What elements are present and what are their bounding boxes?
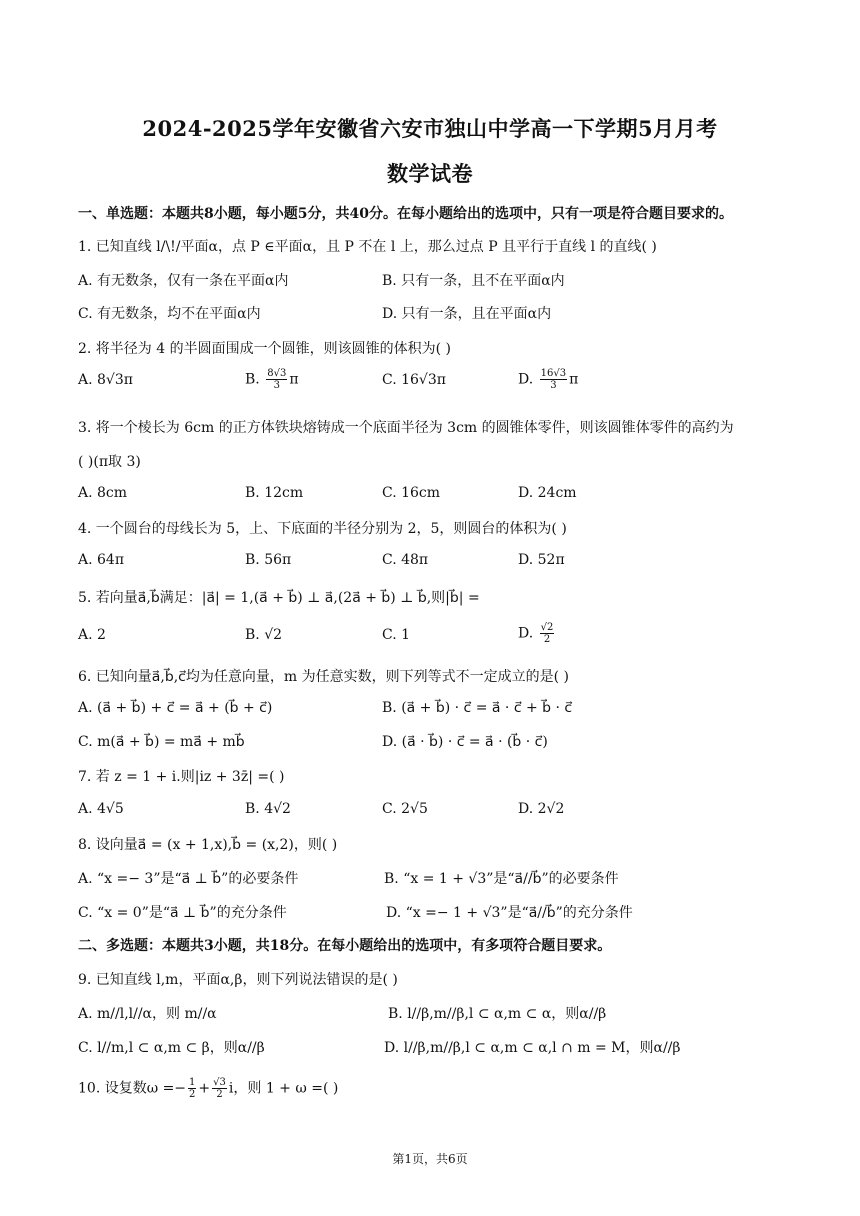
question-2-option-a: A. 8√3π <box>78 372 133 388</box>
option-b-label: B. <box>245 371 265 388</box>
question-3-stem-line-2: ( )(π取 3) <box>78 454 141 470</box>
page-subtitle: 数学试卷 <box>387 161 473 186</box>
question-7-option-b: B. 4√2 <box>245 801 291 817</box>
question-2-stem: 2. 将半径为 4 的半圆面围成一个圆锥，则该圆锥的体积为( ) <box>78 341 451 357</box>
question-6-option-d: D. (a⃗ · b⃗) · c⃗ = a⃗ · (b⃗ · c⃗) <box>382 734 548 750</box>
option-d-label: D. <box>518 371 538 388</box>
question-10-stem: 10. 设复数ω =− $\frac{1}{2}$ + $\frac{√3}{2}$ i，则 1 + ω =( ) <box>78 1077 339 1100</box>
question-1-option-a: A. 有无数条，仅有一条在平面α内 <box>78 273 289 289</box>
fraction: $\frac{√3}{2}$ <box>213 1077 226 1100</box>
page-footer: 第1页，共6页 <box>392 1152 468 1166</box>
question-9-stem: 9. 已知直线 l,m，平面α,β，则下列说法错误的是( ) <box>78 972 398 988</box>
fraction: $\frac{16√3}{3}$ <box>540 368 567 391</box>
question-7-option-a: A. 4√5 <box>78 801 124 817</box>
question-5-option-c: C. 1 <box>382 627 411 643</box>
fraction: $\frac{√2}{2}$ <box>540 622 554 645</box>
question-1-stem: 1. 已知直线 l/\!/平面α，点 P ∈平面α，且 P 不在 l 上，那么过点 P 且平行于直线 l 的直线( ) <box>78 239 657 255</box>
page-title: 2024-2025学年安徽省六安市独山中学高一下学期5月月考 <box>142 116 718 141</box>
question-6-option-b: B. (a⃗ + b⃗) · c⃗ = a⃗ · c⃗ + b⃗ · c⃗ <box>382 700 573 716</box>
question-1-option-b: B. 只有一条，且不在平面α内 <box>382 273 565 289</box>
question-2-option-c: C. 16√3π <box>382 372 446 388</box>
question-9-option-d: D. l//β,m//β,l ⊂ α,m ⊂ α,l ∩ m = M，则α//β <box>384 1040 681 1056</box>
question-6-option-a: A. (a⃗ + b⃗) + c⃗ = a⃗ + (b⃗ + c⃗) <box>78 700 273 716</box>
question-7-stem: 7. 若 z = 1 + i.则|iz + 3z̄| =( ) <box>78 769 285 785</box>
question-9-option-b: B. l//β,m//β,l ⊂ α,m ⊂ α，则α//β <box>388 1006 607 1022</box>
question-7-option-d: D. 2√2 <box>518 801 565 817</box>
question-6-stem: 6. 已知向量a⃗,b⃗,c⃗均为任意向量，m 为任意实数，则下列等式不一定成立的是( ) <box>78 669 569 685</box>
question-3-option-a: A. 8cm <box>78 485 128 501</box>
question-3-option-b: B. 12cm <box>245 485 304 501</box>
question-4-option-c: C. 48π <box>382 552 429 568</box>
question-2-option-b: B. $\frac{8√3}{3}$ π <box>245 368 299 391</box>
question-6-option-c: C. m(a⃗ + b⃗) = ma⃗ + mb⃗ <box>78 734 245 750</box>
question-8-option-c: C. “x = 0”是“a⃗ ⊥ b⃗”的充分条件 <box>78 905 287 921</box>
question-9-option-c: C. l//m,l ⊂ α,m ⊂ β，则α//β <box>78 1040 265 1056</box>
question-1-option-c: C. 有无数条，均不在平面α内 <box>78 306 261 322</box>
section-heading-single-choice: 一、单选题：本题共8小题，每小题5分，共40分。在每小题给出的选项中，只有一项是符合题目要求的。 <box>78 206 733 222</box>
question-1-option-d: D. 只有一条，且在平面α内 <box>382 306 552 322</box>
question-4-option-b: B. 56π <box>245 552 292 568</box>
section-heading-multiple-choice: 二、多选题：本题共3小题，共18分。在每小题给出的选项中，有多项符合题目要求。 <box>78 938 612 954</box>
question-5-option-d <box>518 622 556 645</box>
fraction: $\frac{1}{2}$ <box>189 1077 196 1100</box>
question-4-option-a: A. 64π <box>78 552 125 568</box>
question-5-option-a: A. 2 <box>78 627 106 643</box>
question-4-stem: 4. 一个圆台的母线长为 5，上、下底面的半径分别为 2，5，则圆台的体积为( ) <box>78 521 567 537</box>
question-3-option-d: D. 24cm <box>518 485 577 501</box>
question-5-stem: 5. 若向量a⃗,b⃗满足：|a⃗| = 1,(a⃗ + b⃗) ⊥ a⃗,(2a⃗ + b⃗) ⊥ b⃗,则|b⃗| = <box>78 590 480 606</box>
question-8-option-d: D. “x =− 1 + √3”是“a⃗//b⃗”的充分条件 <box>386 905 633 921</box>
question-2-option-d: D. $\frac{16√3}{3}$ π <box>518 368 579 391</box>
question-9-option-a: A. m//l,l//α，则 m//α <box>78 1006 217 1022</box>
question-4-option-d: D. 52π <box>518 552 565 568</box>
question-3-stem-line-1: 3. 将一个棱长为 6cm 的正方体铁块熔铸成一个底面半径为 3cm 的圆锥体零件，则该圆锥体零件的高约为 <box>78 420 734 436</box>
question-7-option-c: C. 2√5 <box>382 801 428 817</box>
question-8-option-b: B. “x = 1 + √3”是“a⃗//b⃗”的必要条件 <box>384 871 619 887</box>
question-3-option-c: C. 16cm <box>382 485 441 501</box>
question-8-stem: 8. 设向量a⃗ = (x + 1,x),b⃗ = (x,2)，则( ) <box>78 837 338 853</box>
question-8-option-a: A. “x =− 3”是“a⃗ ⊥ b⃗”的必要条件 <box>78 871 299 887</box>
option-d-label: D. <box>518 625 538 642</box>
fraction: $\frac{8√3}{3}$ <box>267 368 287 391</box>
question-5-option-b: B. √2 <box>245 627 283 643</box>
